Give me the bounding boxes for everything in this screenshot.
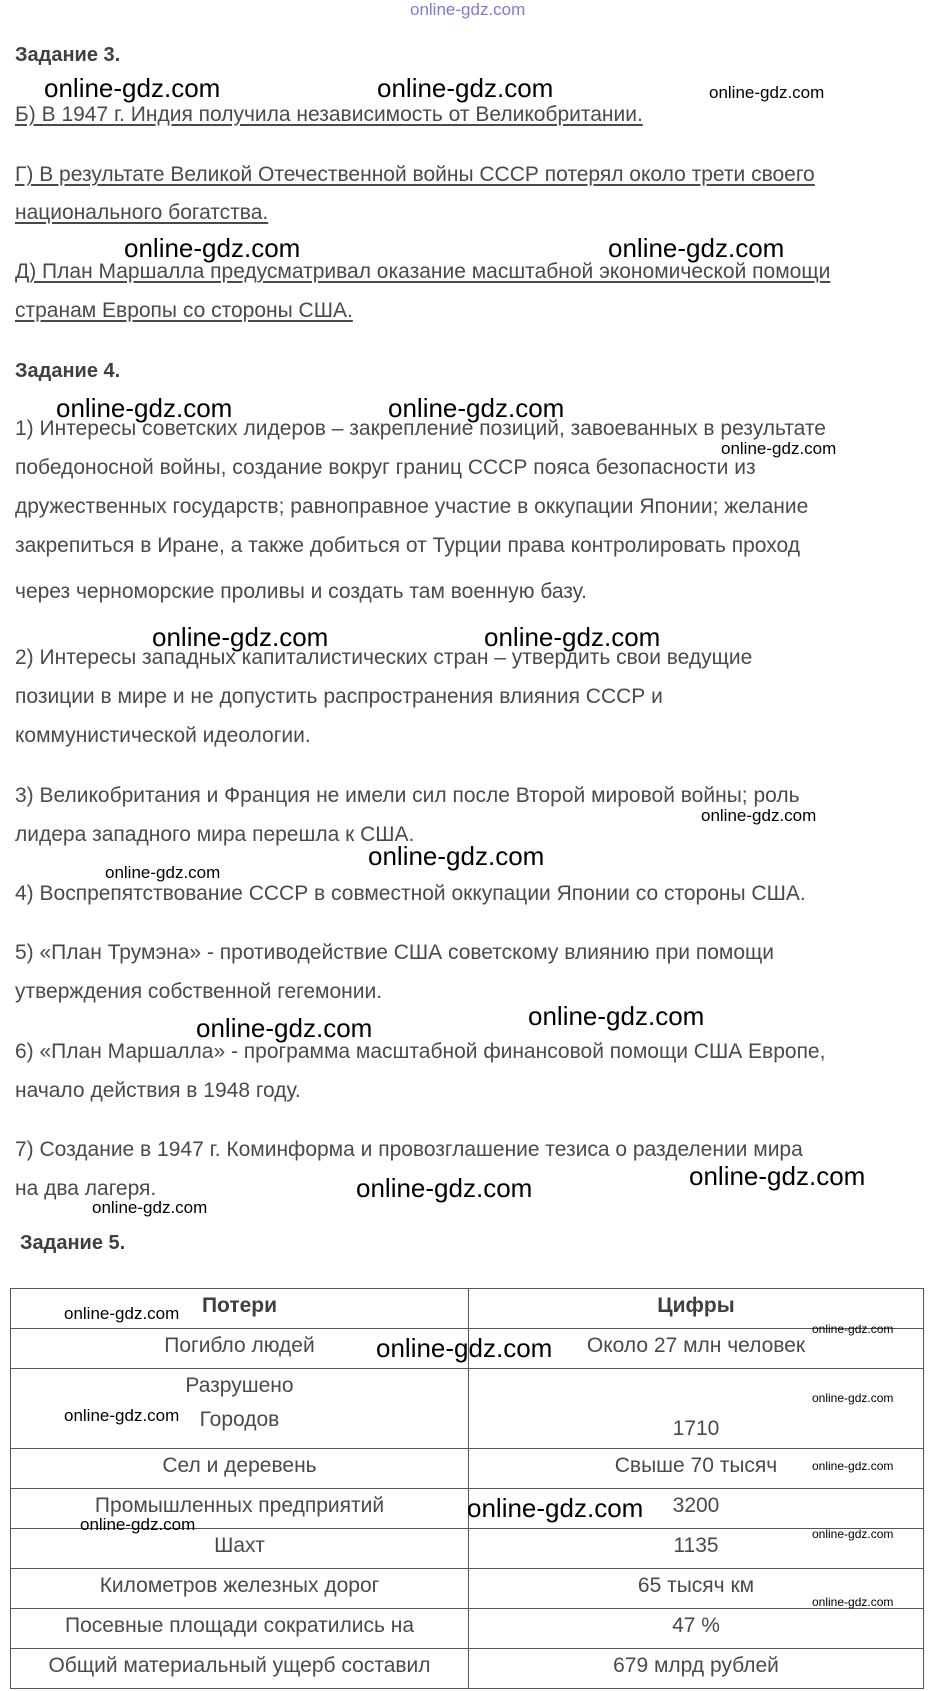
table-row [11,1649,924,1689]
row-label: Километров железных дорог [11,1569,469,1609]
task4-item5-line2: утверждения собственной гегемонии. [15,980,383,1003]
watermark: online-gdz.com [56,393,233,423]
row-label: Шахт [11,1529,469,1569]
watermark: online-gdz.com [608,233,785,263]
watermark: online-gdz.com [812,1595,894,1609]
row-label-part2: Городов [199,1408,280,1431]
watermark: online-gdz.com [812,1527,894,1541]
watermark: online-gdz.com [709,83,825,102]
watermark: online-gdz.com [152,622,329,652]
task4-item6-line2: начало действия в 1948 году. [15,1079,301,1102]
watermark: online-gdz.com [196,1013,373,1043]
task3-line-d1: Д) План Маршалла предусматривал оказание масштабной экономической помощи [15,260,831,283]
row-value: 1710 [469,1369,924,1449]
header-losses: Потери [11,1289,469,1329]
watermark: online-gdz.com [812,1322,894,1336]
table-row [11,1449,924,1489]
task4-item1-line2: победоносной войны, создание вокруг границ СССР пояса безопасности из [15,456,756,479]
task4-item7-line2: на два лагеря. [15,1177,157,1200]
row-label: Погибло людей [11,1329,469,1369]
watermark: online-gdz.com [64,1304,180,1323]
task4-item3-line1: 3) Великобритания и Франция не имели сил после Второй мировой войны; роль [15,784,800,807]
watermark: online-gdz.com [388,393,565,423]
task5-heading: Задание 5. [20,1232,126,1254]
watermark: online-gdz.com [356,1173,533,1203]
task3-line-g2: национального богатства. [15,201,269,224]
task4-item2-line3: коммунистической идеологии. [15,724,311,747]
table-row [11,1609,924,1649]
top-watermark: online-gdz.com [410,0,526,19]
task4-item2-line2: позиции в мире и не допустить распространения влияния СССР и [15,685,663,708]
watermark: online-gdz.com [484,622,661,652]
row-value: 47 % [469,1609,924,1649]
row-label-part1: Разрушено [185,1374,294,1397]
task3-line-g1: Г) В результате Великой Отечественной войны СССР потерял около трети своего [15,163,815,186]
header-figures: Цифры [469,1289,924,1329]
watermark: online-gdz.com [80,1515,196,1534]
watermark: online-gdz.com [92,1198,208,1217]
task4-item7-line1: 7) Создание в 1947 г. Коминформа и провозглашение тезиса о разделении мира [15,1138,803,1161]
row-value: Свыше 70 тысяч [469,1449,924,1489]
watermark: online-gdz.com [812,1391,894,1405]
watermark: online-gdz.com [124,233,301,263]
watermark: online-gdz.com [64,1406,180,1425]
task4-heading: Задание 4. [15,360,121,382]
watermark: online-gdz.com [105,863,221,882]
watermark: online-gdz.com [377,73,554,103]
row-value: 3200 [469,1489,924,1529]
task4-item1-line3: дружественных государств; равноправное участие в оккупации Японии; желание [15,495,809,518]
row-value: 1135 [469,1529,924,1569]
watermark: online-gdz.com [528,1001,705,1031]
task3-line-d2: странам Европы со стороны США. [15,299,353,322]
row-value: Около 27 млн человек [469,1329,924,1369]
table-row [11,1569,924,1609]
row-value: 679 млрд рублей [469,1649,924,1689]
task4-item3-line2: лидера западного мира перешла к США. [15,823,415,846]
task4-item2-line1: 2) Интересы западных капиталистических стран – утвердить свои ведущие [15,646,753,669]
watermark: online-gdz.com [689,1161,866,1191]
watermark: online-gdz.com [376,1333,553,1363]
task3-heading: Задание 3. [15,44,121,66]
row-label: Промышленных предприятий [11,1489,469,1529]
watermark: online-gdz.com [368,841,545,871]
task4-item6-line1: 6) «План Маршалла» - программа масштабной финансовой помощи США Европе, [15,1040,826,1063]
row-label: Общий материальный ущерб составил [11,1649,469,1689]
task4-item1-line4: закрепиться в Иране, а также добиться от Турции права контролировать проход [15,534,800,557]
row-label: Сел и деревень [11,1449,469,1489]
task3-line-b: Б) В 1947 г. Индия получила независимость от Великобритании. [15,103,643,126]
watermark: online-gdz.com [701,806,817,825]
task4-item1-line1: 1) Интересы советских лидеров – закрепление позиций, завоеванных в результате [15,417,826,440]
watermark: online-gdz.com [721,439,837,458]
watermark: online-gdz.com [812,1459,894,1473]
watermark: online-gdz.com [44,73,221,103]
task4-item5-line1: 5) «План Трумэна» - противодействие США советскому влиянию при помощи [15,941,775,964]
row-label: Посевные площади сократились на [11,1609,469,1649]
watermark: online-gdz.com [467,1493,644,1523]
task4-item1-line5: через черноморские проливы и создать там военную базу. [15,580,587,603]
task4-item4-line1: 4) Воспрепятствование СССР в совместной оккупации Японии со стороны США. [15,882,806,905]
row-value: 65 тысяч км [469,1569,924,1609]
